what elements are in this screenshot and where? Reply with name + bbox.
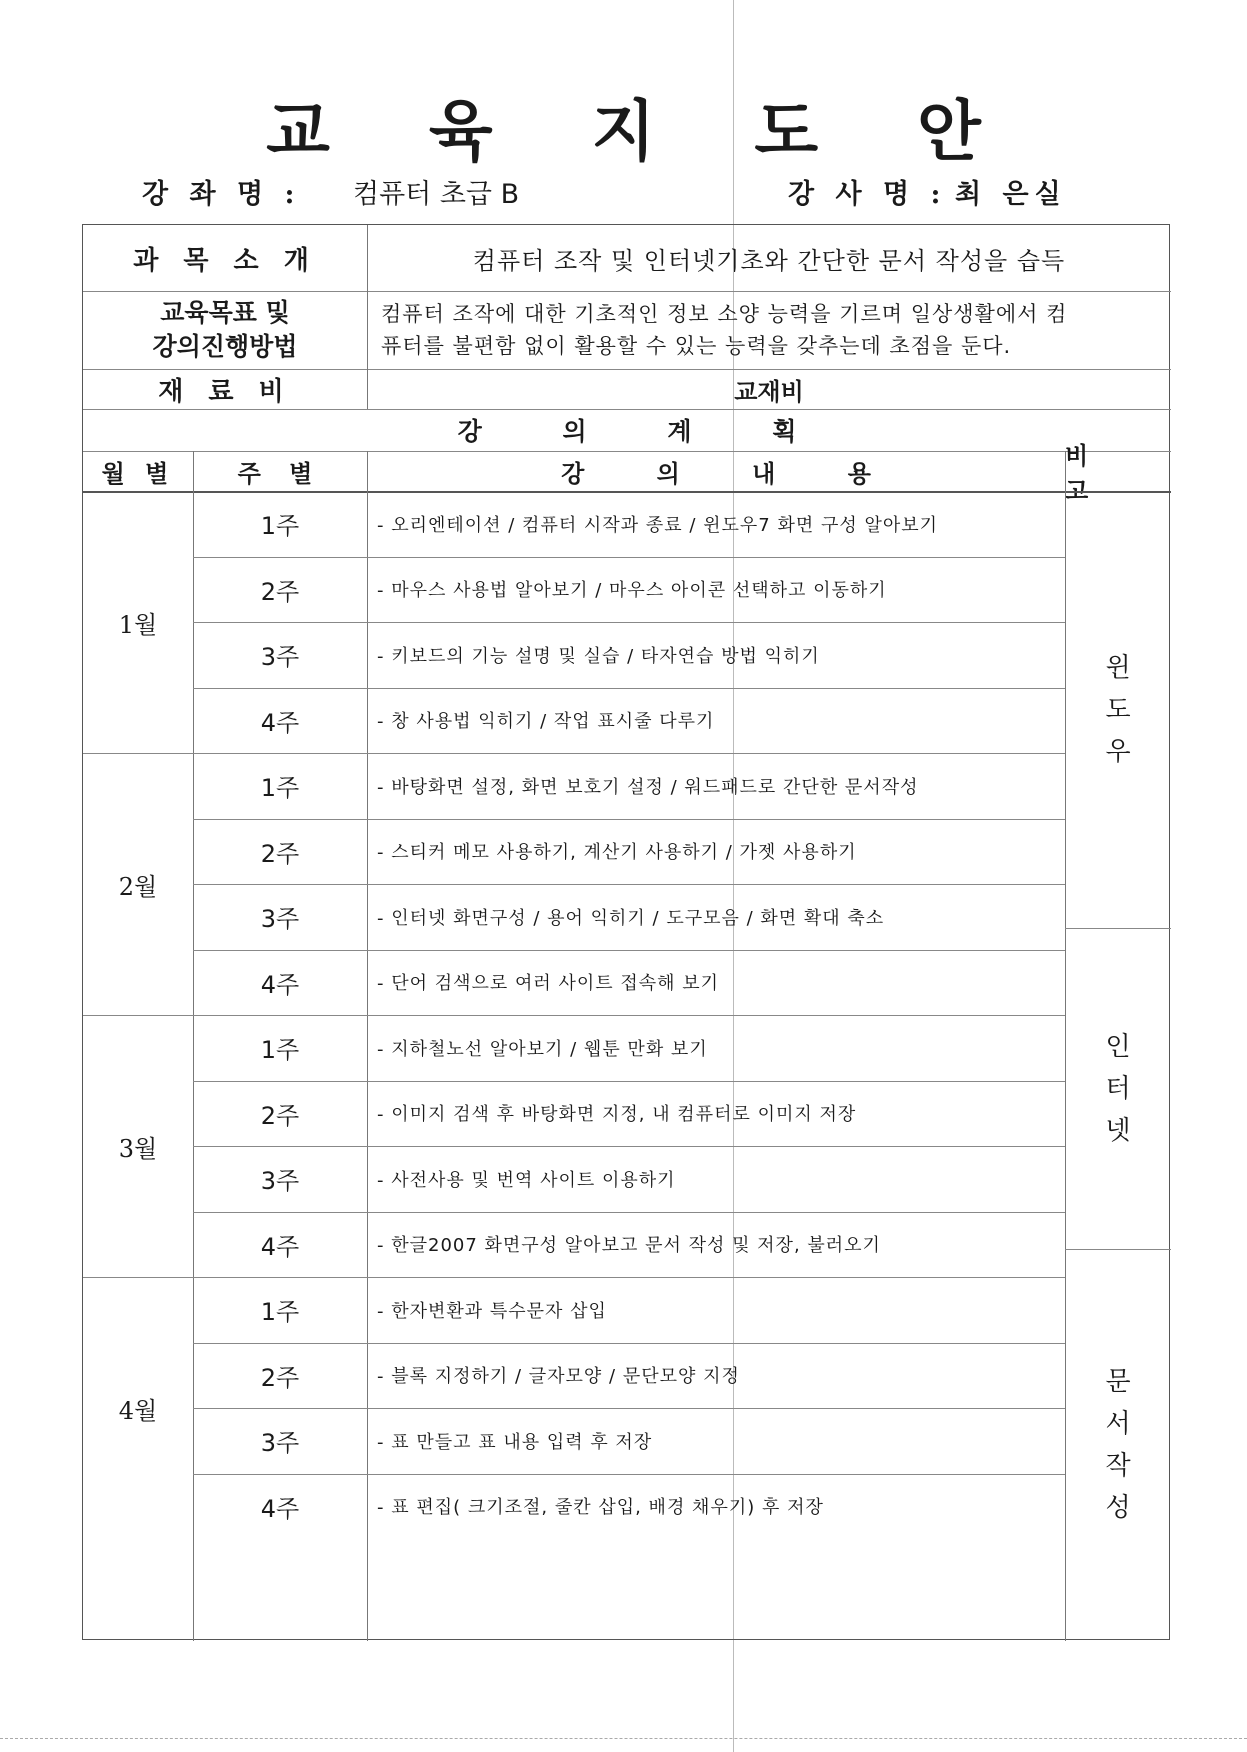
- page-title: 교 육 지 도 안: [266, 92, 1019, 170]
- goals-value-line1: 컴퓨터 조작에 대한 기초적인 정보 소양 능력을 기르며 일상생활에서 컴: [381, 302, 1068, 326]
- goals-label-line2: 강의진행방법: [152, 332, 298, 361]
- course-info: [142, 172, 519, 211]
- goals-label: [83, 291, 367, 369]
- goals-value-line2: 퓨터를 불편함 없이 활용할 수 있는 능력을 갖추는데 초점을 둔다.: [381, 334, 1012, 358]
- week-cell: 4주: [260, 970, 300, 999]
- header-note: 비 고: [1065, 441, 1107, 505]
- header-month: 월 별: [101, 458, 175, 488]
- fee-value: 교재비: [734, 376, 804, 406]
- note-internet-char: 터: [1105, 1073, 1131, 1104]
- week-cell: 3주: [260, 643, 300, 672]
- note-internet-char: 넷: [1105, 1115, 1131, 1146]
- content-cell: - 지하철노선 알아보기 / 웹툰 만화 보기: [377, 1038, 708, 1060]
- instructor-value: 최 은실: [955, 179, 1067, 210]
- content-cell: - 키보드의 기능 설명 및 실습 / 타자연습 방법 익히기: [377, 645, 820, 667]
- lesson-plan-table: [82, 224, 1170, 1640]
- goals-value: [367, 291, 1171, 369]
- note-internet-char: 인: [1105, 1031, 1131, 1062]
- week-cell: 3주: [260, 905, 300, 934]
- week-cell: 1주: [260, 1298, 300, 1327]
- content-cell: - 한글2007 화면구성 알아보고 문서 작성 및 저장, 불러오기: [377, 1235, 881, 1257]
- fee-label: 재 료 비: [158, 376, 292, 407]
- week-cell: 3주: [260, 1167, 300, 1196]
- instructor-info: [788, 172, 1067, 211]
- content-cell: - 블록 지정하기 / 글자모양 / 문단모양 지정: [377, 1366, 740, 1388]
- intro-label: 과 목 소 개: [133, 245, 317, 276]
- week-cell: 3주: [260, 1429, 300, 1458]
- page-bottom-line: [0, 1738, 1247, 1739]
- note-internet: [1065, 928, 1171, 1249]
- month-4: 4월: [118, 1396, 158, 1425]
- content-cell: - 인터넷 화면구성 / 용어 익히기 / 도구모음 / 화면 확대 축소: [377, 907, 885, 929]
- content-cell: - 바탕화면 설정, 화면 보호기 설정 / 워드패드로 간단한 문서작성: [377, 776, 919, 798]
- header-week: 주 별: [237, 458, 323, 488]
- note-window-char: 우: [1105, 736, 1131, 767]
- content-cell: - 창 사용법 익히기 / 작업 표시줄 다루기: [377, 711, 715, 733]
- week-cell: 1주: [260, 1036, 300, 1065]
- content-cell: - 표 편집( 크기조절, 줄칸 삽입, 배경 채우기) 후 저장: [377, 1497, 824, 1519]
- intro-value: 컴퓨터 조작 및 인터넷기초와 간단한 문서 작성을 습득: [472, 246, 1066, 275]
- note-window-char: 윈: [1105, 652, 1131, 683]
- note-document-char: 성: [1105, 1493, 1131, 1523]
- course-value: 컴퓨터 초급 B: [353, 179, 520, 210]
- week-cell: 2주: [260, 577, 300, 606]
- week-cell: 1주: [260, 774, 300, 803]
- week-cell: 2주: [260, 1363, 300, 1392]
- course-label: 강 좌 명 :: [142, 179, 301, 210]
- content-cell: - 스티커 메모 사용하기, 계산기 사용하기 / 가젯 사용하기: [377, 842, 857, 864]
- week-cell: 4주: [260, 1494, 300, 1523]
- note-window-char: 도: [1105, 694, 1131, 725]
- content-cell: - 이미지 검색 후 바탕화면 지정, 내 컴퓨터로 이미지 저장: [377, 1104, 857, 1126]
- instructor-label: 강 사 명 :: [788, 179, 947, 210]
- month-3: 3월: [118, 1134, 158, 1163]
- content-cell: - 한자변환과 특수문자 삽입: [377, 1300, 607, 1322]
- week-cell: 2주: [260, 1101, 300, 1130]
- note-document-char: 서: [1105, 1409, 1131, 1439]
- plan-title: 강 의 계 획: [457, 417, 797, 446]
- content-cell: - 마우스 사용법 알아보기 / 마우스 아이콘 선택하고 이동하기: [377, 580, 887, 602]
- header-content: 강 의 내 용: [561, 458, 871, 488]
- goals-label-line1: 교육목표 및: [160, 298, 290, 327]
- content-cell: - 단어 검색으로 여러 사이트 접속해 보기: [377, 973, 720, 995]
- note-document: [1065, 1249, 1171, 1641]
- week-cell: 2주: [260, 839, 300, 868]
- week-cell: 1주: [260, 512, 300, 541]
- week-cell: 4주: [260, 708, 300, 737]
- note-window: [1065, 491, 1171, 928]
- month-2: 2월: [118, 872, 158, 901]
- month-1: 1월: [118, 610, 158, 639]
- content-cell: - 표 만들고 표 내용 입력 후 저장: [377, 1431, 653, 1453]
- content-cell: - 오리엔테이션 / 컴퓨터 시작과 종료 / 윈도우7 화면 구성 알아보기: [377, 514, 938, 536]
- week-cell: 4주: [260, 1232, 300, 1261]
- note-document-char: 작: [1105, 1451, 1131, 1481]
- content-cell: - 사전사용 및 번역 사이트 이용하기: [377, 1169, 676, 1191]
- note-document-char: 문: [1105, 1367, 1131, 1397]
